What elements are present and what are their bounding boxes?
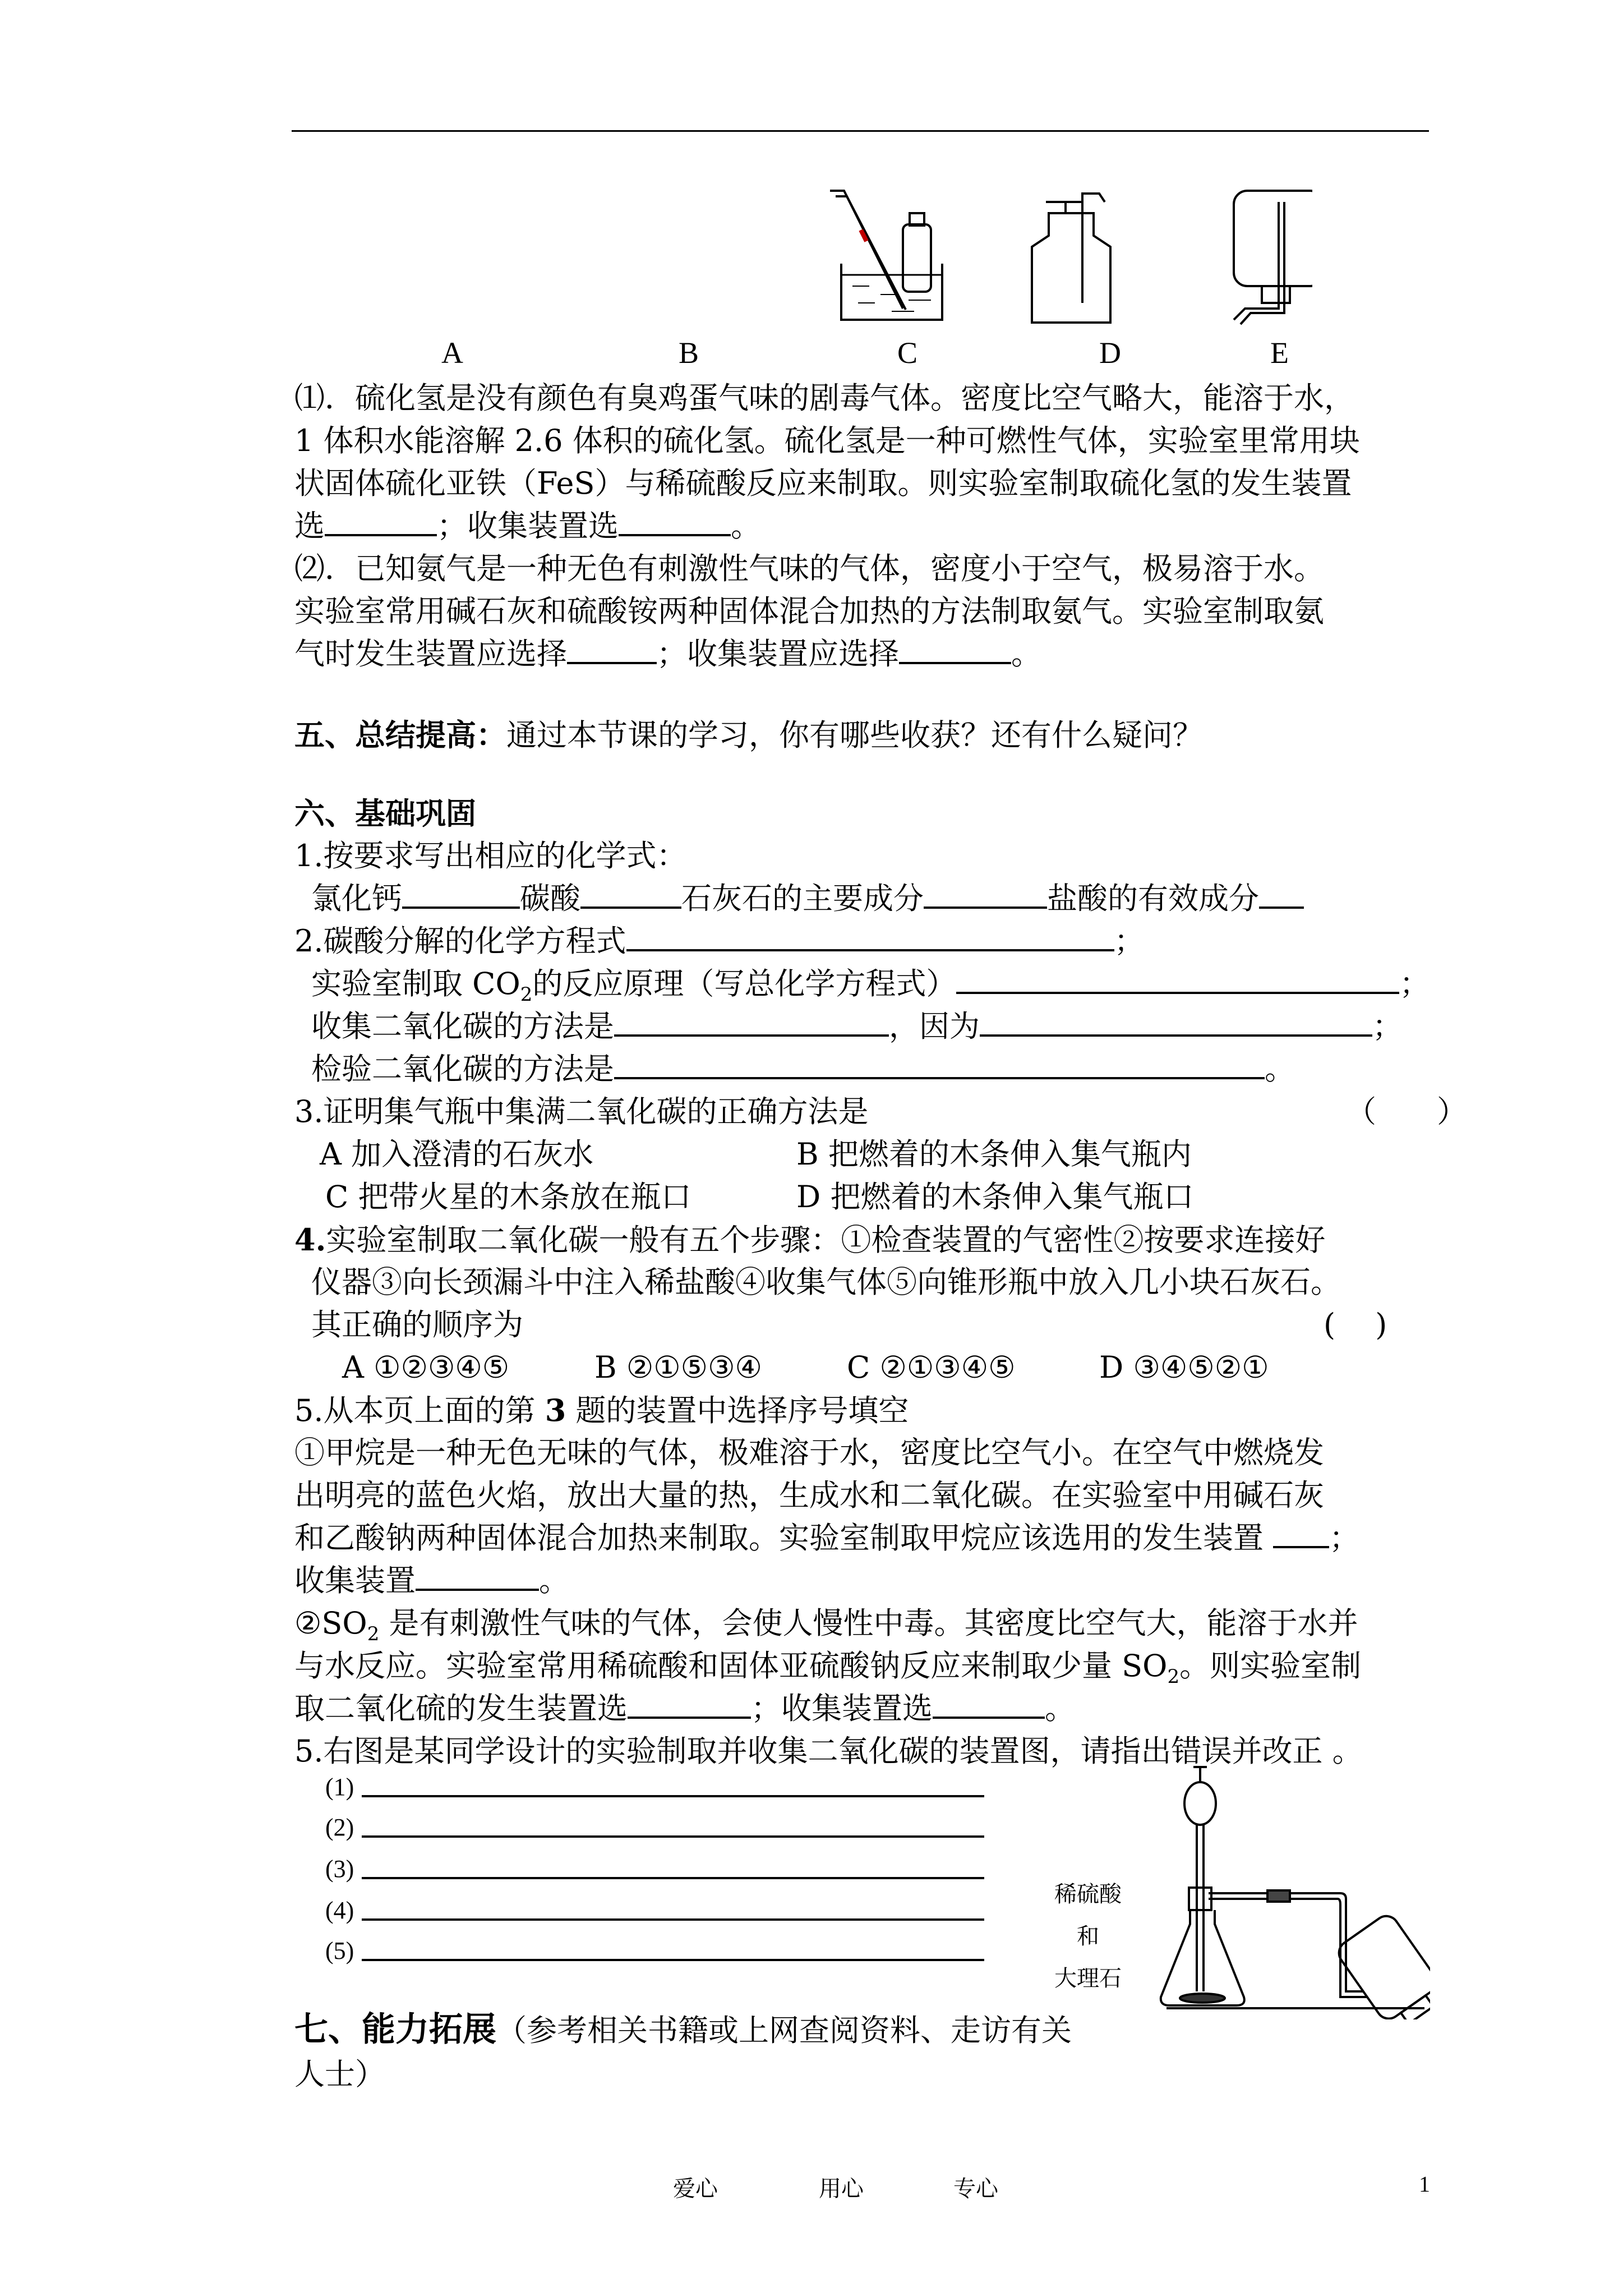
nh3-text-c: 。	[1011, 636, 1041, 671]
q5-so2-3a: 取二氧化硫的发生装置选	[294, 1691, 628, 1726]
q2-text-1: 2.碳酸分解的化学方程式	[294, 923, 626, 959]
q5-methane-3a: 和乙酸钠两种固体混合加热来制取。实验室制取甲烷应该选用的发生装置	[294, 1520, 1274, 1556]
q5-so2-3	[294, 1687, 1075, 1730]
q5-methane-collector-blank[interactable]	[416, 1559, 539, 1591]
apparatus-e-drawing	[1234, 191, 1312, 324]
q6-stem: 5.右图是某同学设计的实验制取并收集二氧化碳的装置图，请指出错误并改正 。	[294, 1733, 1363, 1769]
q5-so2-1a: ②SO	[294, 1605, 367, 1641]
q5-stem-a: 5.从本页上面的第	[294, 1393, 545, 1428]
q6-label-5: (5)	[325, 1937, 354, 1964]
q3-option-a[interactable]: A 加入澄清的石灰水	[320, 1137, 594, 1172]
q1-blank-d[interactable]	[1259, 877, 1304, 909]
q4-option-b[interactable]: B ②①⑤③④	[594, 1350, 762, 1385]
q4-option-a[interactable]: A ①②③④⑤	[342, 1350, 510, 1385]
q1-label-d: 盐酸的有效成分	[1047, 881, 1259, 916]
section5-title: 五、总结提高：	[294, 717, 506, 753]
h2s-text-b: ；收集装置选	[437, 508, 619, 544]
figure-label-c: C	[897, 336, 918, 370]
figure-label-d: D	[1099, 336, 1121, 370]
footer-use: 用心	[819, 2176, 864, 2202]
nh3-text-a: 气时发生装置应选择	[294, 636, 567, 671]
fig-label-acid: 稀硫酸	[1054, 1881, 1122, 1907]
q1-blank-c[interactable]	[924, 877, 1047, 909]
q4-number: 4.	[294, 1222, 326, 1258]
q2-sub-2: 2	[520, 983, 533, 1006]
q1-line	[311, 877, 1304, 920]
q5-stem	[294, 1389, 909, 1432]
q5-methane-4	[294, 1559, 569, 1602]
q2-text-2b: 的反应原理（写总化学方程式）	[532, 966, 957, 1001]
q5-so2-1b: 是有刺激性气味的气体，会使人慢性中毒。其密度比空气大，能溶于水并	[379, 1605, 1358, 1641]
q6-label-3: (3)	[325, 1855, 354, 1883]
q5-so2-3c: 。	[1045, 1691, 1075, 1726]
q2-line3	[311, 1005, 1403, 1048]
footer-love: 爱心	[673, 2176, 718, 2202]
nh3-collector-blank[interactable]	[899, 633, 1011, 664]
nh3-line1: ⑵．已知氨气是一种无色有刺激性气味的气体，密度小于空气，极易溶于水。	[294, 551, 1324, 586]
q4-line1	[294, 1218, 1325, 1262]
fig-label-and: 和	[1077, 1924, 1099, 1949]
q2-blank-3a[interactable]	[614, 1005, 889, 1037]
q6-answer-line-3[interactable]	[362, 1877, 984, 1879]
h2s-generator-blank[interactable]	[325, 505, 437, 536]
h2s-collector-blank[interactable]	[619, 505, 731, 536]
q5-methane-1: ①甲烷是一种无色无味的气体，极难溶于水，密度比空气小。在空气中燃烧发	[294, 1435, 1324, 1470]
figure-label-a: A	[441, 336, 463, 370]
h2s-line2: 1 体积水能溶解 2.6 体积的硫化氢。硫化氢是一种可燃性气体，实验室里常用块	[294, 423, 1360, 458]
h2s-line4	[294, 505, 761, 547]
section5-line	[294, 714, 1203, 757]
section7-title: 七、能力拓展	[294, 2010, 496, 2049]
q6-label-2: (2)	[325, 1814, 354, 1841]
q5-so2-generator-blank[interactable]	[628, 1687, 751, 1719]
q2-end-4: 。	[1265, 1051, 1295, 1087]
q1-stem: 1.按要求写出相应的化学式：	[294, 838, 687, 873]
q2-blank-3b[interactable]	[980, 1005, 1372, 1037]
q5-methane-3b: ；	[1329, 1520, 1360, 1556]
nh3-line3	[294, 633, 1041, 675]
q5-so2-2b: 。则实验室制	[1179, 1648, 1362, 1683]
q5-methane-3	[294, 1517, 1359, 1559]
section5-text: 通过本节课的学习，你有哪些收获？还有什么疑问？	[506, 717, 1203, 753]
q6-answer-line-2[interactable]	[362, 1835, 984, 1838]
q6-answer-line-1[interactable]	[362, 1795, 984, 1797]
q4-option-d[interactable]: D ③④⑤②①	[1099, 1350, 1269, 1385]
page-number: 1	[1419, 2171, 1430, 2197]
q3-option-c[interactable]: C 把带火星的木条放在瓶口	[325, 1179, 691, 1214]
figure-label-b: B	[679, 336, 699, 370]
fig-label-marble: 大理石	[1054, 1966, 1122, 1991]
q5-so2-collector-blank[interactable]	[933, 1687, 1045, 1719]
q3-answer-paren[interactable]: （ ）	[1346, 1094, 1467, 1129]
q6-label-1: (1)	[325, 1773, 354, 1801]
q3-stem: 3.证明集气瓶中集满二氧化碳的正确方法是	[294, 1094, 869, 1129]
q2-line4	[311, 1048, 1295, 1091]
q2-text-4a: 检验二氧化碳的方法是	[311, 1051, 614, 1087]
q5-so2-2a: 与水反应。实验室常用稀硫酸和固体亚硫酸钠反应来制取少量 SO	[294, 1648, 1168, 1683]
header-rule	[292, 130, 1429, 132]
figure-label-e: E	[1270, 336, 1289, 370]
q1-blank-a[interactable]	[402, 877, 520, 909]
h2s-line1: ⑴．硫化氢是没有颜色有臭鸡蛋气味的剧毒气体。密度比空气略大，能溶于水，	[294, 380, 1354, 416]
q4-answer-paren[interactable]: ( )	[1324, 1307, 1387, 1342]
h2s-line3: 状固体硫化亚铁（FeS）与稀硫酸反应来制取。则实验室制取硫化氢的发生装置	[294, 466, 1352, 501]
apparatus-c-drawing	[830, 191, 942, 320]
q4-line2: 仪器③向长颈漏斗中注入稀盐酸④收集气体⑤向锥形瓶中放入几小块石灰石。	[311, 1264, 1341, 1300]
q3-option-d[interactable]: D 把燃着的木条伸入集气瓶口	[796, 1179, 1194, 1214]
q6-answer-line-4[interactable]	[362, 1918, 984, 1921]
q6-answer-line-5[interactable]	[362, 1959, 984, 1961]
q2-blank-4[interactable]	[614, 1048, 1265, 1079]
q4-text-1: 实验室制取二氧化碳一般有五个步骤：①检查装置的气密性②按要求连接好	[326, 1222, 1326, 1258]
q1-label-a: 氯化钙	[311, 881, 402, 916]
q5-methane-generator-blank[interactable]	[1273, 1517, 1329, 1548]
q5-methane-2: 出明亮的蓝色火焰，放出大量的热，生成水和二氧化碳。在实验室中用碱石灰	[294, 1478, 1324, 1513]
nh3-line2: 实验室常用碱石灰和硫酸铵两种固体混合加热的方法制取氨气。实验室制取氨	[294, 593, 1324, 629]
section7-line2: 人士）	[294, 2056, 385, 2092]
q5-so2-2sub: 2	[1167, 1665, 1180, 1688]
section7-text1: （参考相关书籍或上网查阅资料、走访有关	[496, 2013, 1072, 2048]
q2-blank-1[interactable]	[626, 920, 1114, 951]
q2-end-3: ；	[1372, 1009, 1403, 1044]
q5-stem-b: 3	[545, 1392, 566, 1428]
h2s-text-c: 。	[731, 508, 761, 544]
q5-so2-1sub: 2	[367, 1622, 380, 1645]
nh3-text-b: ；收集装置应选择	[657, 636, 899, 671]
q2-end-2: ；	[1399, 966, 1430, 1001]
q2-blank-2[interactable]	[956, 963, 1399, 994]
q5-methane-4b: 。	[539, 1563, 569, 1598]
apparatus-figure	[819, 180, 1312, 337]
footer-focus: 专心	[953, 2176, 998, 2202]
q2-text-3b: ，因为	[889, 1009, 980, 1044]
q2-text-2a: 实验室制取 CO	[311, 966, 520, 1001]
q4-option-c[interactable]: C ②①③④⑤	[847, 1350, 1016, 1385]
q2-line1	[294, 920, 1145, 963]
q1-blank-b[interactable]	[580, 877, 681, 909]
q3-option-b[interactable]: B 把燃着的木条伸入集气瓶内	[796, 1137, 1192, 1172]
q5-stem-c: 题的装置中选择序号填空	[566, 1393, 909, 1428]
section7-line1	[294, 2008, 1072, 2052]
nh3-generator-blank[interactable]	[567, 633, 657, 664]
q4-line3: 其正确的顺序为	[311, 1307, 523, 1342]
h2s-text-a: 选	[294, 508, 325, 544]
q1-label-b: 碳酸	[520, 881, 580, 916]
section6-title: 六、基础巩固	[294, 795, 476, 831]
apparatus-d-drawing	[1032, 194, 1110, 323]
q5-so2-3b: ；收集装置选	[751, 1691, 933, 1726]
co2-apparatus-figure	[1150, 1756, 1430, 2019]
q2-text-3a: 收集二氧化碳的方法是	[311, 1009, 614, 1044]
q1-label-c: 石灰石的主要成分	[681, 881, 924, 916]
q6-label-4: (4)	[325, 1897, 354, 1924]
q5-methane-4a: 收集装置	[294, 1563, 416, 1598]
q2-end-1: ；	[1114, 923, 1145, 959]
